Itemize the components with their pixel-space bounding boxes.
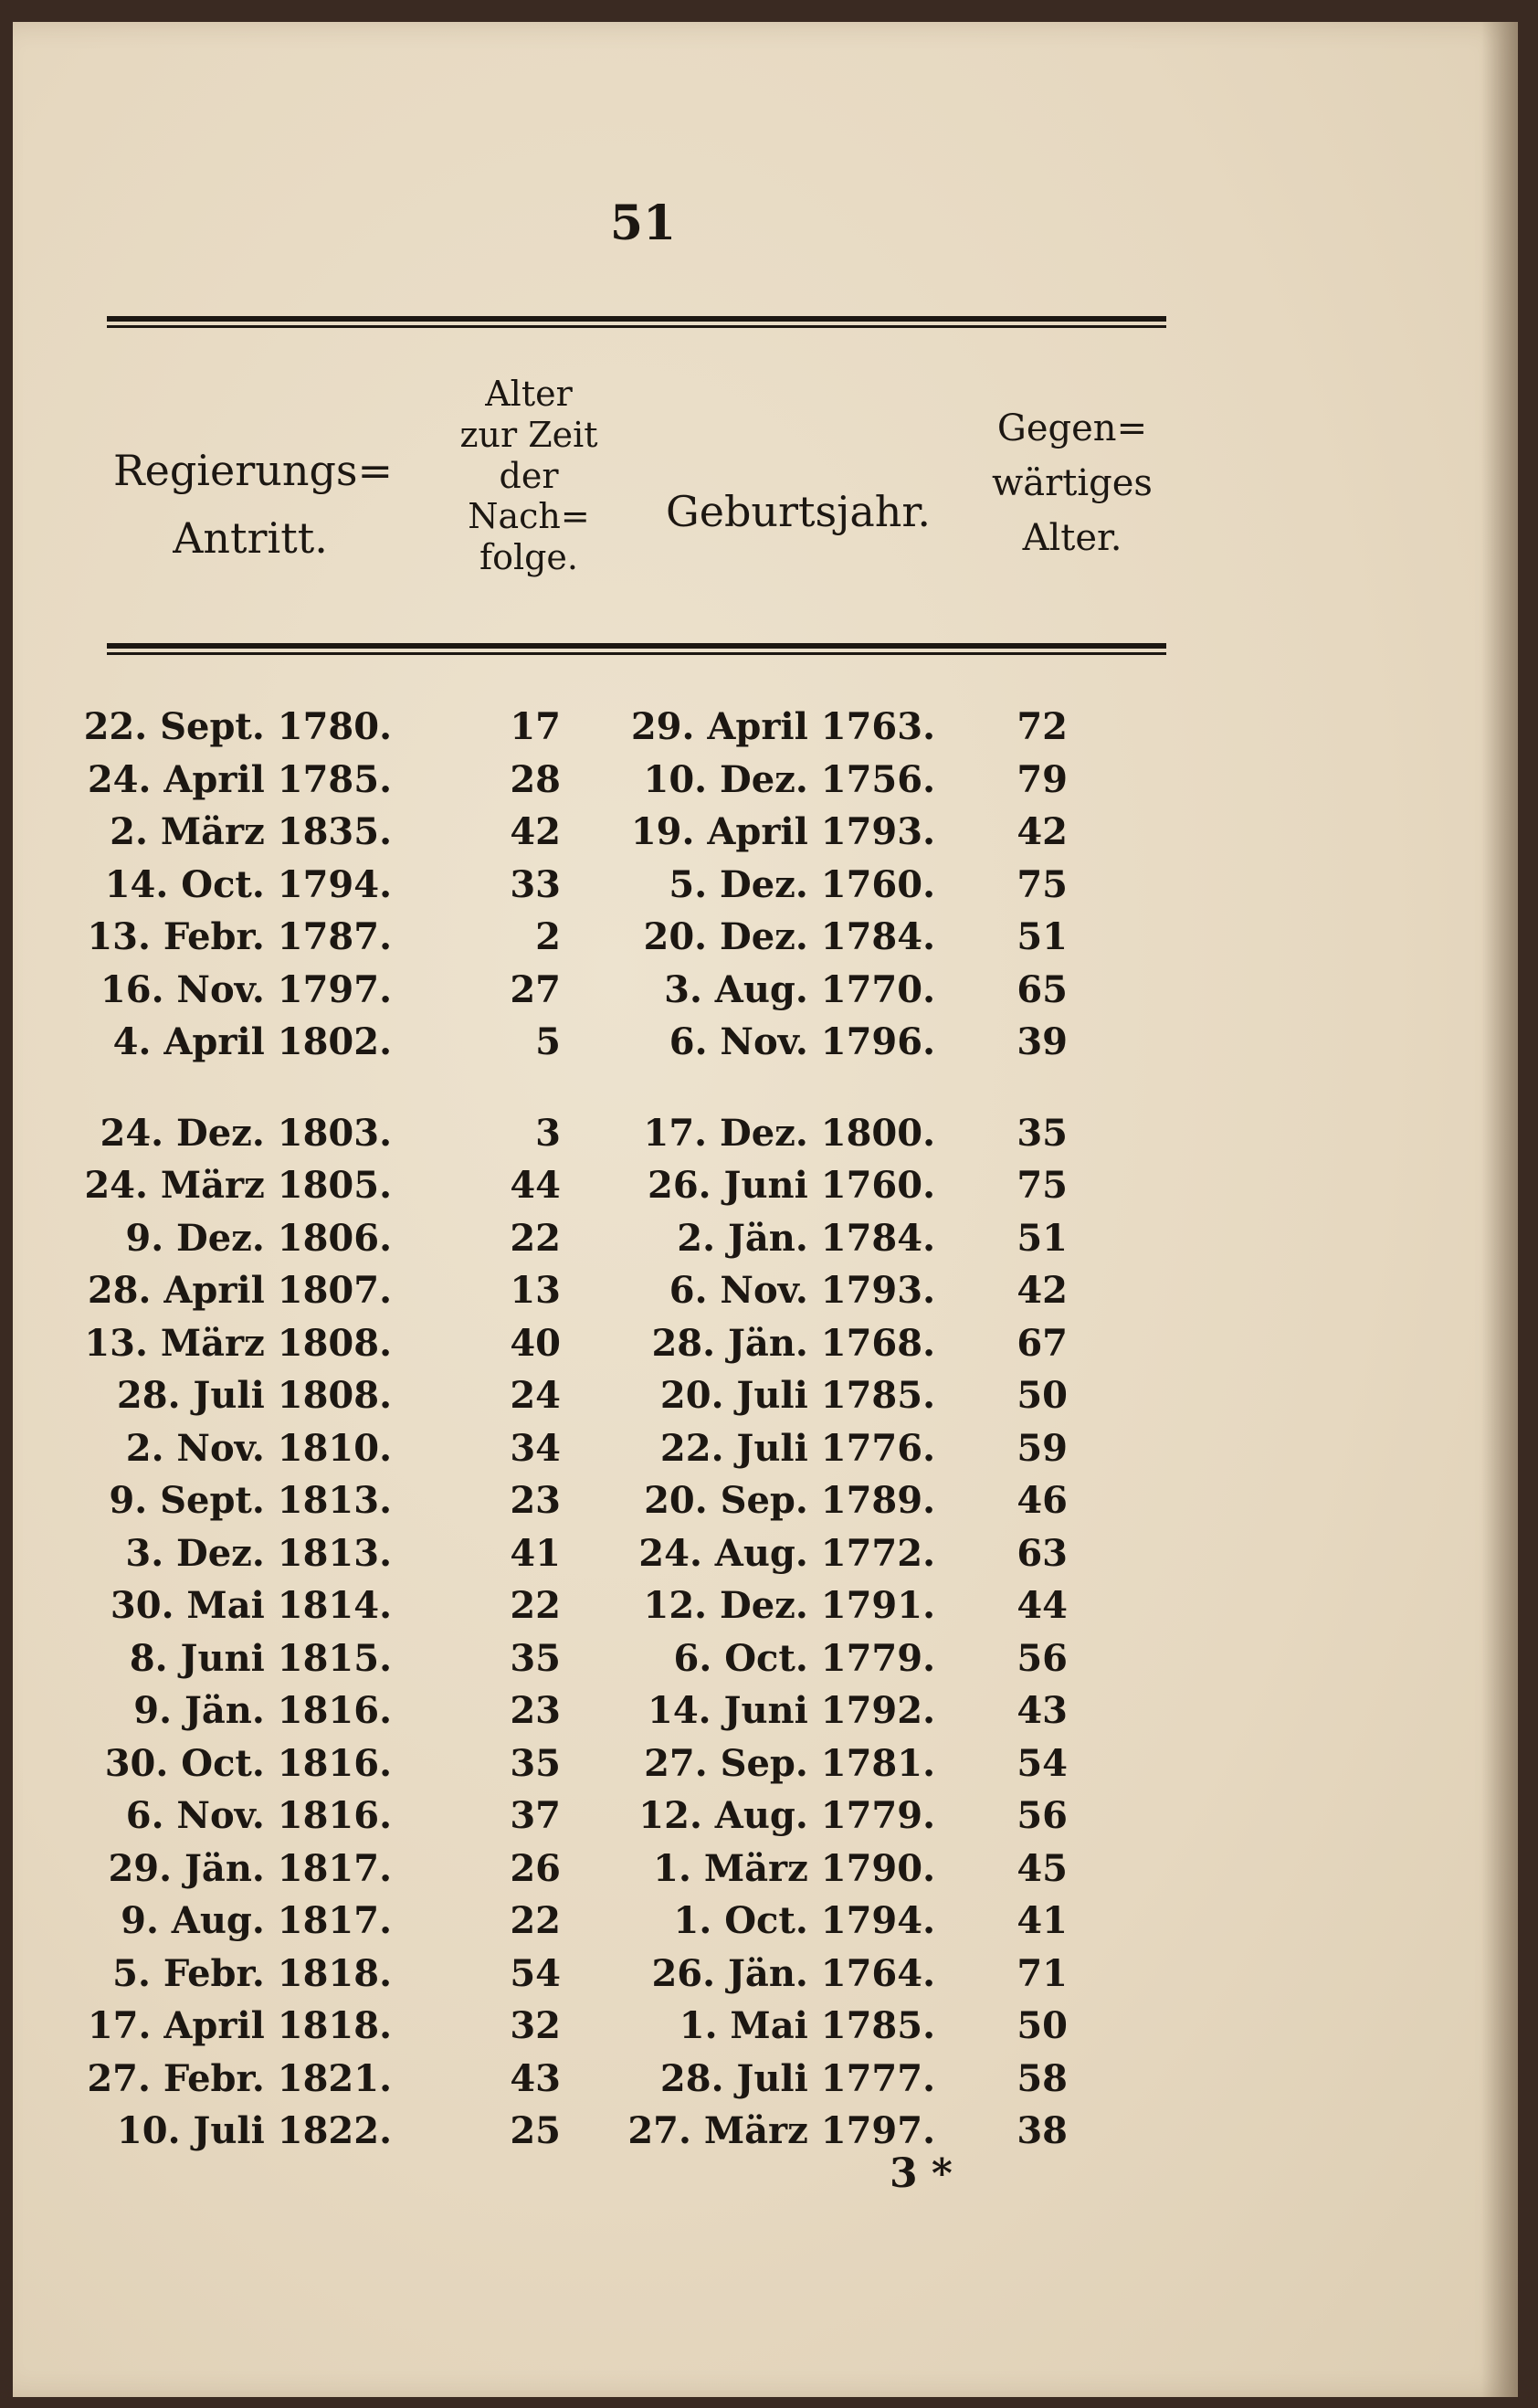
birth-date-cell: 6. Nov. 1793. xyxy=(669,1269,935,1312)
accession-date-cell: 16. Nov. 1797. xyxy=(100,967,392,1011)
current-age-cell: 72 xyxy=(1017,705,1068,748)
table-row xyxy=(13,1742,1518,1795)
birth-date-cell: 2. Jän. 1784. xyxy=(677,1216,935,1260)
accession-date-cell: 5. Febr. 1818. xyxy=(112,1951,392,1995)
table-row xyxy=(13,1269,1518,1322)
current-age-cell: 59 xyxy=(1017,1426,1068,1470)
age-at-succession-cell: 17 xyxy=(510,705,561,748)
current-age-cell: 50 xyxy=(1017,1374,1068,1417)
header-age-line: Alter xyxy=(485,374,573,414)
table-row xyxy=(13,1020,1518,1073)
accession-date-cell: 9. Dez. 1806. xyxy=(125,1216,392,1260)
birth-date-cell: 17. Dez. 1800. xyxy=(643,1111,935,1155)
current-age-cell: 51 xyxy=(1017,1216,1068,1260)
table-row xyxy=(13,1794,1518,1847)
accession-date-cell: 4. April 1802. xyxy=(112,1020,392,1063)
current-age-cell: 67 xyxy=(1017,1321,1068,1365)
table-row xyxy=(13,1427,1518,1480)
birth-date-cell: 22. Juli 1776. xyxy=(659,1426,935,1470)
birth-date-cell: 6. Oct. 1779. xyxy=(673,1636,935,1680)
table-row xyxy=(13,1952,1518,2005)
header-age-line: zur Zeit xyxy=(459,414,598,455)
age-at-succession-cell: 24 xyxy=(510,1374,561,1417)
table-row xyxy=(13,2004,1518,2057)
birth-date-cell: 20. Juli 1785. xyxy=(659,1374,935,1417)
birth-date-cell: 29. April 1763. xyxy=(630,705,935,748)
age-at-succession-cell: 27 xyxy=(510,967,561,1011)
current-age-cell: 38 xyxy=(1017,2109,1068,2152)
current-age-cell: 45 xyxy=(1017,1846,1068,1890)
accession-date-cell: 9. Jän. 1816. xyxy=(133,1689,392,1732)
table-row xyxy=(13,1479,1518,1532)
current-age-cell: 56 xyxy=(1017,1636,1068,1680)
table-row xyxy=(13,1112,1518,1165)
accession-date-cell: 30. Oct. 1816. xyxy=(104,1741,392,1785)
age-at-succession-cell: 54 xyxy=(510,1951,561,1995)
birth-date-cell: 14. Juni 1792. xyxy=(648,1689,935,1732)
table-row xyxy=(13,968,1518,1021)
birth-date-cell: 24. Aug. 1772. xyxy=(638,1531,935,1575)
accession-date-cell: 9. Aug. 1817. xyxy=(121,1899,392,1942)
age-at-succession-cell: 28 xyxy=(510,757,561,801)
header-birth-year: Geburtsjahr. xyxy=(666,487,931,536)
current-age-cell: 39 xyxy=(1017,1020,1068,1063)
age-at-succession-cell: 23 xyxy=(510,1479,561,1522)
accession-date-cell: 22. Sept. 1780. xyxy=(83,705,392,748)
current-age-cell: 44 xyxy=(1017,1584,1068,1627)
current-age-cell: 75 xyxy=(1017,1164,1068,1207)
header-accession-line: Antritt. xyxy=(173,512,328,563)
header-top-rule xyxy=(107,316,1166,328)
table-row xyxy=(13,2109,1518,2162)
current-age-cell: 46 xyxy=(1017,1479,1068,1522)
current-age-cell: 50 xyxy=(1017,2004,1068,2047)
birth-date-cell: 12. Aug. 1779. xyxy=(638,1794,935,1837)
header-age-line: Nach= xyxy=(468,496,590,537)
age-at-succession-cell: 41 xyxy=(510,1531,561,1575)
table-row xyxy=(13,810,1518,863)
accession-date-cell: 27. Febr. 1821. xyxy=(87,2056,392,2100)
current-age-cell: 41 xyxy=(1017,1899,1068,1942)
table-row xyxy=(13,1532,1518,1585)
birth-date-cell: 3. Aug. 1770. xyxy=(664,967,935,1011)
age-at-succession-cell: 40 xyxy=(510,1321,561,1365)
age-at-succession-cell: 44 xyxy=(510,1164,561,1207)
age-at-succession-cell: 35 xyxy=(510,1636,561,1680)
birth-date-cell: 12. Dez. 1791. xyxy=(643,1584,935,1627)
age-at-succession-cell: 22 xyxy=(510,1899,561,1942)
table-body xyxy=(13,705,1518,2162)
age-at-succession-cell: 42 xyxy=(510,810,561,853)
age-at-succession-cell: 25 xyxy=(510,2109,561,2152)
current-age-cell: 42 xyxy=(1017,1269,1068,1312)
age-at-succession-cell: 3 xyxy=(535,1111,561,1155)
current-age-cell: 54 xyxy=(1017,1741,1068,1785)
age-at-succession-cell: 23 xyxy=(510,1689,561,1732)
header-current-line: Alter. xyxy=(1022,517,1122,559)
accession-date-cell: 17. April 1818. xyxy=(87,2004,392,2047)
table-row xyxy=(13,1322,1518,1375)
header-age-line: folge. xyxy=(479,537,578,578)
table-row xyxy=(13,863,1518,916)
table-row xyxy=(13,2057,1518,2110)
birth-date-cell: 26. Juni 1760. xyxy=(648,1164,935,1207)
birth-date-cell: 27. Sep. 1781. xyxy=(644,1741,935,1785)
table-row xyxy=(13,1899,1518,1952)
accession-date-cell: 29. Jän. 1817. xyxy=(108,1846,392,1890)
table-row xyxy=(13,1689,1518,1742)
current-age-cell: 58 xyxy=(1017,2056,1068,2100)
accession-date-cell: 13. März 1808. xyxy=(84,1321,392,1365)
accession-date-cell: 9. Sept. 1813. xyxy=(109,1479,392,1522)
age-at-succession-cell: 34 xyxy=(510,1426,561,1470)
book-page xyxy=(13,22,1518,2397)
current-age-cell: 56 xyxy=(1017,1794,1068,1837)
age-at-succession-cell: 37 xyxy=(510,1794,561,1837)
birth-date-cell: 1. März 1790. xyxy=(653,1846,935,1890)
birth-date-cell: 5. Dez. 1760. xyxy=(669,862,935,906)
current-age-cell: 43 xyxy=(1017,1689,1068,1732)
accession-date-cell: 13. Febr. 1787. xyxy=(87,915,392,958)
accession-date-cell: 8. Juni 1815. xyxy=(129,1636,392,1680)
accession-date-cell: 10. Juli 1822. xyxy=(116,2109,392,2152)
header-age-line: der xyxy=(499,455,559,496)
header-current-age xyxy=(976,401,1168,565)
accession-date-cell: 28. April 1807. xyxy=(87,1269,392,1312)
header-accession xyxy=(113,438,394,572)
accession-date-cell: 3. Dez. 1813. xyxy=(125,1531,392,1575)
table-row xyxy=(13,1847,1518,1900)
birth-date-cell: 20. Sep. 1789. xyxy=(644,1479,935,1522)
accession-date-cell: 24. März 1805. xyxy=(84,1164,392,1207)
accession-date-cell: 28. Juli 1808. xyxy=(116,1374,392,1417)
header-current-line: Gegen= xyxy=(996,407,1148,449)
header-accession-line: Regierungs= xyxy=(113,446,394,495)
current-age-cell: 63 xyxy=(1017,1531,1068,1575)
table-row xyxy=(13,758,1518,811)
current-age-cell: 79 xyxy=(1017,757,1068,801)
table-row xyxy=(13,1374,1518,1427)
age-at-succession-cell: 43 xyxy=(510,2056,561,2100)
current-age-cell: 71 xyxy=(1017,1951,1068,1995)
age-at-succession-cell: 26 xyxy=(510,1846,561,1890)
birth-date-cell: 27. März 1797. xyxy=(627,2109,935,2152)
accession-date-cell: 24. Dez. 1803. xyxy=(100,1111,392,1155)
signature-mark: 3 * xyxy=(890,2150,953,2197)
birth-date-cell: 19. April 1793. xyxy=(630,810,935,853)
age-at-succession-cell: 5 xyxy=(535,1020,561,1063)
table-row xyxy=(13,1217,1518,1270)
birth-date-cell: 26. Jän. 1764. xyxy=(651,1951,935,1995)
birth-date-cell: 28. Juli 1777. xyxy=(659,2056,935,2100)
age-at-succession-cell: 22 xyxy=(510,1584,561,1627)
birth-date-cell: 20. Dez. 1784. xyxy=(643,915,935,958)
header-bottom-rule xyxy=(107,643,1166,655)
birth-date-cell: 1. Mai 1785. xyxy=(679,2004,935,2047)
table-row xyxy=(13,1164,1518,1217)
accession-date-cell: 14. Oct. 1794. xyxy=(104,862,392,906)
header-current-line: wärtiges xyxy=(992,462,1153,504)
current-age-cell: 51 xyxy=(1017,915,1068,958)
accession-date-cell: 24. April 1785. xyxy=(87,757,392,801)
current-age-cell: 42 xyxy=(1017,810,1068,853)
current-age-cell: 65 xyxy=(1017,967,1068,1011)
table-row xyxy=(13,705,1518,758)
accession-date-cell: 2. Nov. 1810. xyxy=(125,1426,392,1470)
table-row xyxy=(13,1637,1518,1690)
current-age-cell: 35 xyxy=(1017,1111,1068,1155)
age-at-succession-cell: 22 xyxy=(510,1216,561,1260)
age-at-succession-cell: 33 xyxy=(510,862,561,906)
birth-date-cell: 6. Nov. 1796. xyxy=(669,1020,935,1063)
table-row xyxy=(13,915,1518,968)
current-age-cell: 75 xyxy=(1017,862,1068,906)
accession-date-cell: 6. Nov. 1816. xyxy=(125,1794,392,1837)
birth-date-cell: 1. Oct. 1794. xyxy=(673,1899,935,1942)
age-at-succession-cell: 13 xyxy=(510,1269,561,1312)
age-at-succession-cell: 2 xyxy=(535,915,561,958)
accession-date-cell: 2. März 1835. xyxy=(110,810,392,853)
age-at-succession-cell: 35 xyxy=(510,1741,561,1785)
header-age-at-succession xyxy=(442,374,616,578)
age-at-succession-cell: 32 xyxy=(510,2004,561,2047)
accession-date-cell: 30. Mai 1814. xyxy=(110,1584,392,1627)
page-number: 51 xyxy=(609,195,677,251)
birth-date-cell: 28. Jän. 1768. xyxy=(651,1321,935,1365)
birth-date-cell: 10. Dez. 1756. xyxy=(643,757,935,801)
table-row xyxy=(13,1584,1518,1637)
